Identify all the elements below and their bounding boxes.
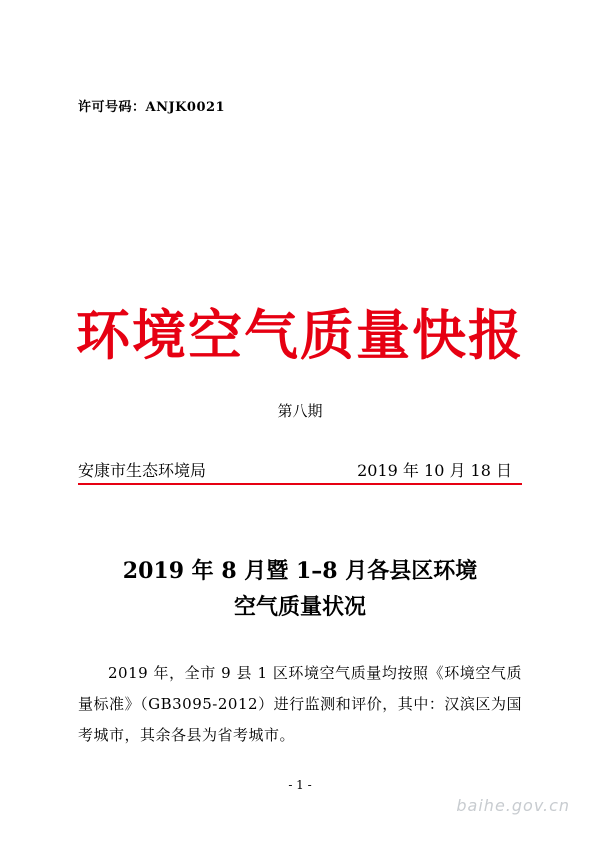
body-paragraph: 2019 年，全市 9 县 1 区环境空气质量均按照《环境空气质量标准》（GB3095-2012）进行监测和评价，其中：汉滨区为国考城市，其余各县为省考城市。 xyxy=(78,664,522,744)
red-divider xyxy=(78,483,522,485)
permit-number: 许可号码：ANJK0021 xyxy=(78,100,226,115)
report-title xyxy=(0,553,600,625)
page-number: - 1 - xyxy=(288,778,312,792)
report-title-line-1: 2019 年 8 月暨 1–8 月各县区环境 xyxy=(122,558,478,584)
report-title-line-2: 空气质量状况 xyxy=(233,594,366,620)
issue-number: 第八期 xyxy=(277,402,323,420)
site-watermark: baihe.gov.cn xyxy=(456,796,570,815)
issuing-organization: 安康市生态环境局 xyxy=(78,461,207,480)
masthead-title: 环境空气质量快报 xyxy=(76,303,524,367)
issuer-line xyxy=(78,458,522,482)
issue-date: 2019 年 10 月 18 日 xyxy=(357,461,512,480)
